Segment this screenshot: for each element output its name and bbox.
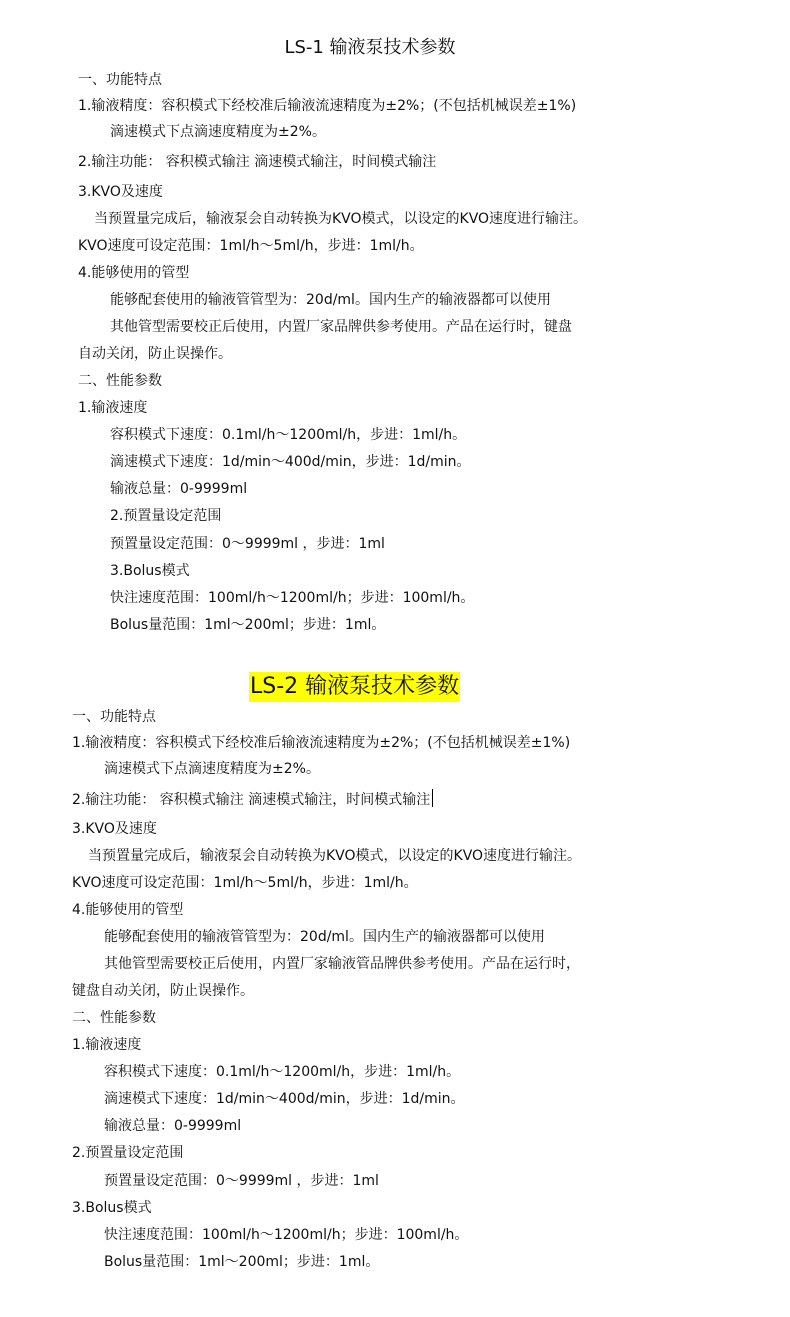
ls2-heading-speed: 1.输液速度	[72, 1037, 142, 1053]
ls1-heading-performance: 二、性能参数	[78, 373, 162, 389]
ls2-heading-kvo: 3.KVO及速度	[72, 821, 157, 837]
ls2-infusion-function[interactable]	[72, 789, 433, 810]
ls1-keyboard-lock: 自动关闭，防止误操作。	[78, 346, 232, 362]
ls2-volume-speed: 容积模式下速度：0.1ml/h～1200ml/h，步进：1ml/h。	[104, 1064, 461, 1080]
ls1-heading-kvo: 3.KVO及速度	[78, 184, 163, 200]
ls2-drip-accuracy-line: 滴速模式下点滴速度精度为±2%。	[104, 761, 320, 777]
ls2-other-tubes: 其他管型需要校正后使用，内置厂家输液管品牌供参考使用。产品在运行时，	[104, 956, 580, 972]
ls2-total-volume: 输液总量：0-9999ml	[104, 1118, 242, 1134]
ls1-heading-bolus: 3.Bolus模式	[110, 563, 190, 579]
ls2-keyboard-lock: 键盘自动关闭，防止误操作。	[72, 983, 254, 999]
ls1-total-volume: 输液总量：0-9999ml	[110, 481, 248, 497]
ls2-tube-type: 能够配套使用的输液管管型为：20d/ml。国内生产的输液器都可以使用	[104, 929, 545, 945]
ls2-heading-tube: 4.能够使用的管型	[72, 902, 184, 918]
ls2-title: LS-2 输液泵技术参数	[249, 672, 460, 702]
ls2-heading-features: 一、功能特点	[72, 709, 156, 725]
ls2-preset-range: 预置量设定范围：0～9999ml ，步进：1ml	[104, 1173, 379, 1189]
ls1-bolus-volume: Bolus量范围：1ml～200ml；步进：1ml。	[110, 617, 386, 633]
ls1-kvo-range: KVO速度可设定范围：1ml/h～5ml/h，步进：1ml/h。	[78, 238, 424, 254]
ls1-bolus-speed: 快注速度范围：100ml/h～1200ml/h；步进：100ml/h。	[110, 590, 475, 606]
ls1-tube-type: 能够配套使用的输液管管型为：20d/ml。国内生产的输液器都可以使用	[110, 292, 551, 308]
ls2-kvo-range: KVO速度可设定范围：1ml/h～5ml/h，步进：1ml/h。	[72, 875, 418, 891]
ls1-other-tubes: 其他管型需要校正后使用，内置厂家品牌供参考使用。产品在运行时，键盘	[110, 319, 572, 335]
text-cursor	[432, 789, 433, 807]
ls1-heading-preset: 2.预置量设定范围	[110, 508, 222, 524]
ls1-heading-speed: 1.输液速度	[78, 400, 148, 416]
ls2-heading-bolus: 3.Bolus模式	[72, 1200, 152, 1216]
ls1-infusion-function: 2.输注功能： 容积模式输注 滴速模式输注，时间模式输注	[78, 154, 437, 170]
ls2-kvo-desc: 当预置量完成后，输液泵会自动转换为KVO模式，以设定的KVO速度进行输注。	[88, 848, 582, 864]
ls1-accuracy-line: 1.输液精度：容积模式下经校准后输液流速精度为±2%；(不包括机械误差±1%)	[78, 98, 577, 114]
ls1-kvo-desc: 当预置量完成后，输液泵会自动转换为KVO模式，以设定的KVO速度进行输注。	[94, 211, 588, 227]
ls1-drip-accuracy-line: 滴速模式下点滴速度精度为±2%。	[110, 124, 326, 140]
ls1-heading-features: 一、功能特点	[78, 72, 162, 88]
ls2-heading-preset: 2.预置量设定范围	[72, 1145, 184, 1161]
ls1-title: LS-1 输液泵技术参数	[284, 37, 456, 58]
ls2-drip-speed: 滴速模式下速度：1d/min～400d/min，步进：1d/min。	[104, 1091, 465, 1107]
ls1-heading-tube: 4.能够使用的管型	[78, 265, 190, 281]
ls2-infusion-function-text: 2.输注功能： 容积模式输注 滴速模式输注，时间模式输注	[72, 792, 431, 808]
ls1-drip-speed: 滴速模式下速度：1d/min～400d/min，步进：1d/min。	[110, 454, 471, 470]
ls1-volume-speed: 容积模式下速度：0.1ml/h～1200ml/h，步进：1ml/h。	[110, 427, 467, 443]
ls2-accuracy-line: 1.输液精度：容积模式下经校准后输液流速精度为±2%；(不包括机械误差±1%)	[72, 735, 571, 751]
ls2-heading-performance: 二、性能参数	[72, 1010, 156, 1026]
ls1-preset-range: 预置量设定范围：0～9999ml ，步进：1ml	[110, 536, 385, 552]
ls2-bolus-speed: 快注速度范围：100ml/h～1200ml/h；步进：100ml/h。	[104, 1227, 469, 1243]
ls2-bolus-volume: Bolus量范围：1ml～200ml；步进：1ml。	[104, 1254, 380, 1270]
